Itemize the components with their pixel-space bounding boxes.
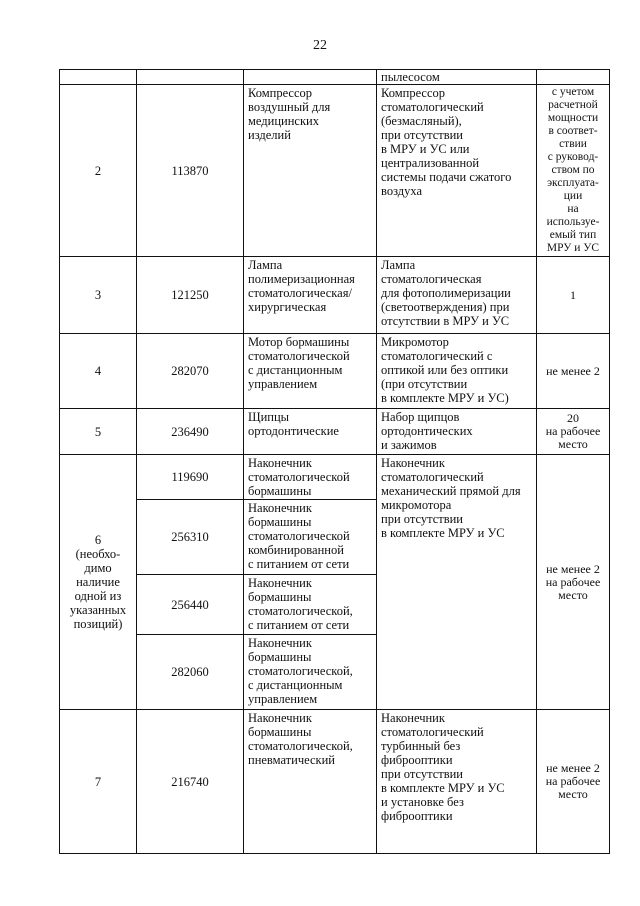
equipment-table [59, 69, 610, 854]
quantity-cell: не менее 2 на рабочее место [537, 710, 610, 854]
code-cell: 121250 [137, 257, 244, 334]
code-cell [137, 70, 244, 85]
row-number-cell: 7 [60, 710, 137, 854]
description-cell: Наконечник стоматологический механический прямой для микромотора при отсутствии в комплекте МРУ и УС [377, 455, 537, 710]
description-cell: пылесосом [377, 70, 537, 85]
code-cell: 282070 [137, 334, 244, 409]
row-number-cell: 6 (необхо- димо наличие одной из указанных позиций) [60, 455, 137, 710]
description-cell: Набор щипцов ортодонтических и зажимов [377, 409, 537, 455]
description-cell: Наконечник стоматологический турбинный без фиброоптики при отсутствии в комплекте МРУ и УС и установке без фиброоптики [377, 710, 537, 854]
table-row [60, 455, 610, 500]
description-cell: Лампа стоматологическая для фотополимеризации (светоотверждения) при отсутствии в МРУ и УС [377, 257, 537, 334]
row-number-cell [60, 70, 137, 85]
row-number-cell: 4 [60, 334, 137, 409]
row-number-cell: 3 [60, 257, 137, 334]
name-cell: Наконечник бормашины стоматологической комбинированной с питанием от сети [244, 500, 377, 575]
name-cell: Щипцы ортодонтические [244, 409, 377, 455]
table-row [60, 334, 610, 409]
code-cell: 216740 [137, 710, 244, 854]
name-cell: Наконечник стоматологической бормашины [244, 455, 377, 500]
code-cell: 256440 [137, 575, 244, 635]
table-row [60, 70, 610, 85]
name-cell: Наконечник бормашины стоматологической, с дистанционным управлением [244, 635, 377, 710]
name-cell: Наконечник бормашины стоматологической, с питанием от сети [244, 575, 377, 635]
quantity-cell: 1 [537, 257, 610, 334]
page-number: 22 [313, 38, 327, 53]
quantity-cell: с учетом расчетной мощности в соответ- ствии с руковод- ством по эксплуата- ции на используе- емый тип МРУ и УС [537, 85, 610, 257]
table-row [60, 257, 610, 334]
code-cell: 256310 [137, 500, 244, 575]
quantity-cell [537, 70, 610, 85]
quantity-cell: не менее 2 [537, 334, 610, 409]
table-row [60, 409, 610, 455]
row-number-cell: 5 [60, 409, 137, 455]
code-cell: 119690 [137, 455, 244, 500]
quantity-cell: 20 на рабочее место [537, 409, 610, 455]
code-cell: 236490 [137, 409, 244, 455]
name-cell: Наконечник бормашины стоматологической, пневматический [244, 710, 377, 854]
name-cell: Лампа полимеризационная стоматологическая/ хирургическая [244, 257, 377, 334]
code-cell: 113870 [137, 85, 244, 257]
quantity-cell: не менее 2 на рабочее место [537, 455, 610, 710]
name-cell: Мотор бормашины стоматологической с дистанционным управлением [244, 334, 377, 409]
name-cell [244, 70, 377, 85]
row-number-cell: 2 [60, 85, 137, 257]
description-cell: Микромотор стоматологический с оптикой или без оптики (при отсутствии в комплекте МРУ и УС) [377, 334, 537, 409]
description-cell: Компрессор стоматологический (безмасляный), при отсутствии в МРУ и УС или централизованной системы подачи сжатого воздуха [377, 85, 537, 257]
name-cell: Компрессор воздушный для медицинских изделий [244, 85, 377, 257]
code-cell: 282060 [137, 635, 244, 710]
table-row [60, 710, 610, 854]
table-row [60, 85, 610, 257]
